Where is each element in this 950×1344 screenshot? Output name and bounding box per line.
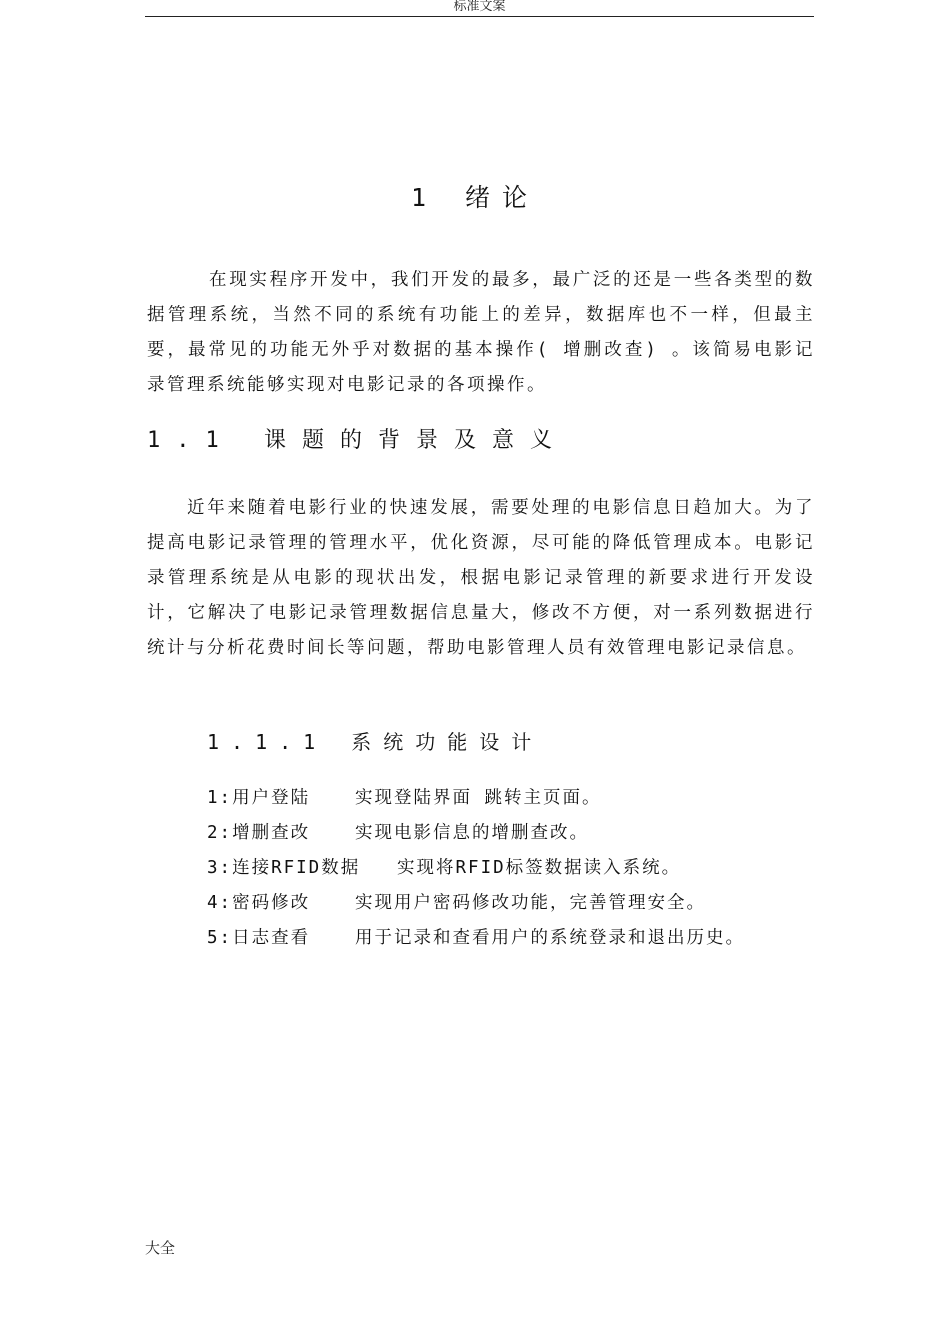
page-header: 标准文案	[145, 0, 814, 17]
feature-description: 实现将RFID标签数据读入系统。	[397, 858, 682, 878]
feature-item	[207, 886, 745, 921]
feature-label: 5:日志查看	[207, 928, 311, 948]
feature-description: 实现登陆界面 跳转主页面。	[355, 788, 602, 808]
feature-description: 实现电影信息的增删查改。	[355, 823, 589, 843]
page-footer: 大全	[145, 1239, 176, 1257]
background-paragraph: 近年来随着电影行业的快速发展，需要处理的电影信息日趋加大。为了提高电影记录管理的管理水平，优化资源，尽可能的降低管理成本。电影记录管理系统是从电影的现状出发，根据电影记录管理的新要求进行开发设计，它解决了电影记录管理数据信息量大，修改不方便，对一系列数据进行统计与分析花费时间长等问题，帮助电影管理人员有效管理电影记录信息。	[147, 498, 815, 658]
section-heading: 1.1 课题的背景及意义	[147, 428, 568, 453]
feature-description: 用于记录和查看用户的系统登录和退出历史。	[355, 928, 745, 948]
feature-label: 2:增删查改	[207, 823, 311, 843]
chapter-title: 1 绪论	[410, 183, 540, 212]
subsection-heading: 1.1.1 系统功能设计	[207, 730, 544, 754]
feature-item	[207, 816, 745, 851]
feature-item	[207, 921, 745, 956]
feature-label: 4:密码修改	[207, 893, 311, 913]
feature-label: 3:连接RFID数据	[207, 858, 361, 878]
intro-paragraph: 在现实程序开发中，我们开发的最多，最广泛的还是一些各类型的数据管理系统，当然不同的系统有功能上的差异，数据库也不一样，但最主要，最常见的功能无外乎对数据的基本操作( 增删改查) 。该简易电影记录管理系统能够实现对电影记录的各项操作。	[147, 270, 815, 395]
feature-list	[207, 781, 745, 956]
feature-item	[207, 781, 745, 816]
feature-item	[207, 851, 745, 886]
feature-description: 实现用户密码修改功能，完善管理安全。	[355, 893, 706, 913]
feature-label: 1:用户登陆	[207, 788, 311, 808]
